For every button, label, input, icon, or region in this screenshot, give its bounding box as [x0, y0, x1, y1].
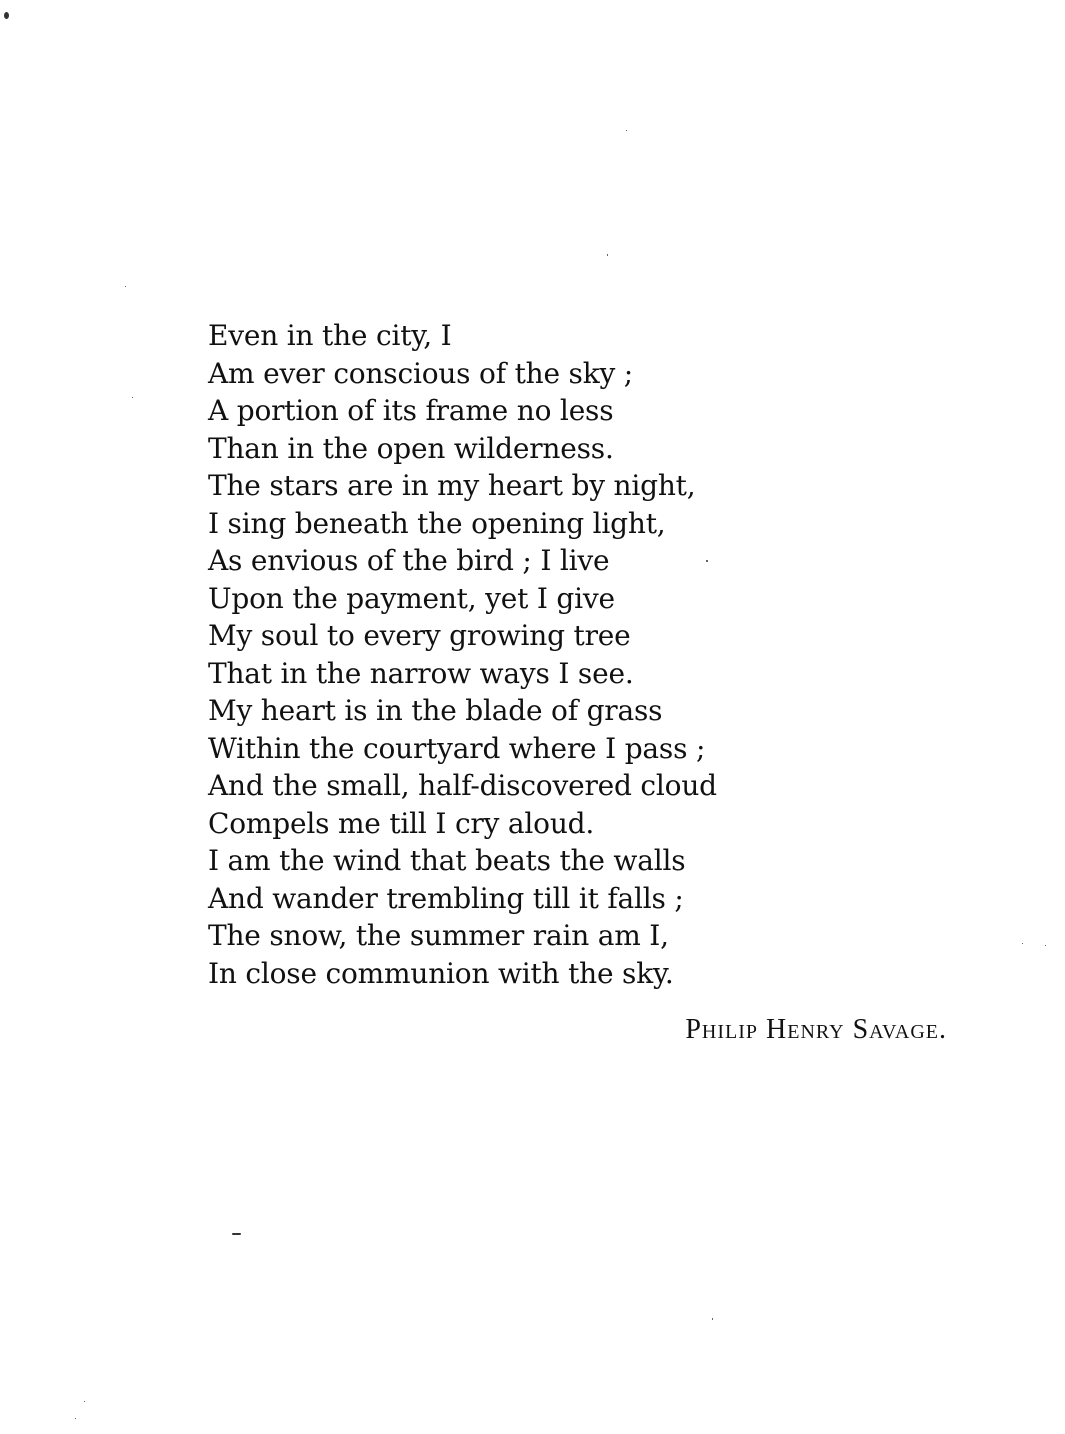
poem-line: The stars are in my heart by night, [208, 469, 696, 502]
poem-line: The snow, the summer rain am I, [208, 919, 669, 952]
poem-line: In close communion with the sky. [208, 956, 674, 990]
poem [208, 317, 828, 992]
poem-line: Even in the city, I [208, 319, 452, 352]
poem-line: And the small, half-discovered cloud [208, 769, 717, 802]
poem-line: I am the wind that beats the walls [208, 844, 686, 877]
poem-line: My heart is in the blade of grass [208, 694, 663, 727]
scan-speck [75, 1418, 76, 1419]
author-signature: Philip Henry Savage. [685, 1014, 947, 1045]
scan-speck [125, 286, 126, 287]
poem-line: And wander trembling till it falls ; [208, 881, 684, 915]
scan-speck [4, 12, 9, 19]
scan-speck [232, 1233, 241, 1235]
poem-line: A portion of its frame no less [208, 394, 614, 427]
poem-line: Am ever conscious of the sky ; [208, 356, 634, 390]
scan-speck [1022, 943, 1023, 944]
scan-speck [132, 397, 133, 398]
scan-speck [1045, 945, 1046, 946]
poem-line: That in the narrow ways I see. [208, 656, 634, 690]
poem-line: Upon the payment, yet I give [208, 581, 615, 615]
poem-line: As envious of the bird ; I live [208, 544, 610, 577]
poem-line: I sing beneath the opening light, [208, 506, 666, 540]
poem-line: Than in the open wilderness. [208, 431, 614, 465]
scan-speck [607, 254, 608, 256]
poem-line: Within the courtyard where I pass ; [208, 731, 706, 765]
poem-line: My soul to every growing tree [208, 619, 631, 652]
scan-speck [626, 130, 627, 131]
poem-line: Compels me till I cry aloud. [208, 806, 595, 840]
scan-speck [84, 1401, 85, 1402]
scan-speck [712, 1318, 713, 1320]
